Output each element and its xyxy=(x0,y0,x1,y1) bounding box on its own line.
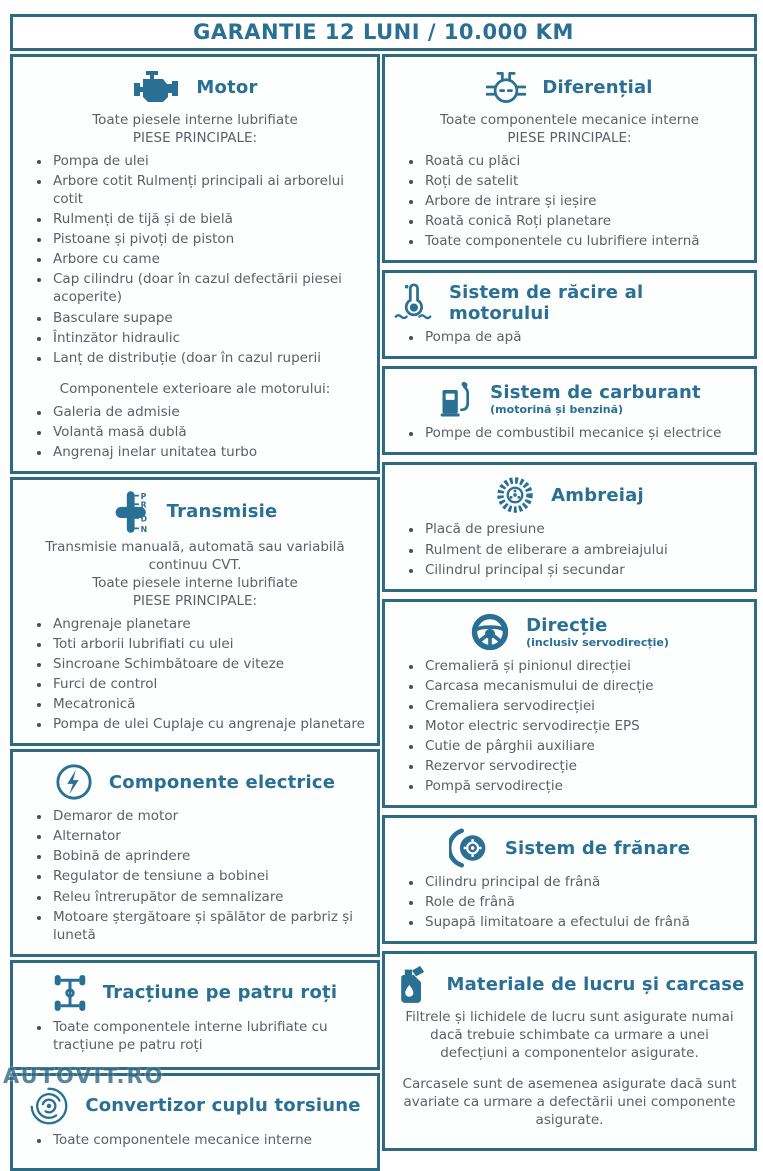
bullet-list xyxy=(393,520,746,578)
list-item: • Pistoane și pivoți de piston xyxy=(51,230,369,248)
section-header xyxy=(393,611,746,653)
bullet-list xyxy=(393,328,746,346)
intro-text: Toate piesele interne lubrifiate PIESE PRINCIPALE: xyxy=(92,112,298,146)
list-item: • Pompa de apă xyxy=(423,328,746,346)
list-item: • Cutie de pârghii auxiliare xyxy=(423,737,746,755)
bullet-list xyxy=(21,152,369,367)
section-header xyxy=(393,66,746,108)
section-motor xyxy=(10,54,380,474)
section-header xyxy=(21,489,369,535)
section-title: Diferențial xyxy=(542,76,653,98)
list-item: • Demaror de motor xyxy=(51,807,369,825)
svg-text:R: R xyxy=(140,500,147,510)
list-item: • Cremaliera servodirecției xyxy=(423,697,746,715)
list-item: • Roată conică Roți planetare xyxy=(423,212,746,230)
list-item: • Motoare ștergătoare și spălător de parbriz și lunetă xyxy=(51,908,369,944)
four-wheel-drive-icon xyxy=(53,973,87,1013)
bullet-list xyxy=(21,1131,369,1149)
list-item: • Toti arborii lubrifiati cu ulei xyxy=(51,635,369,653)
section-materiale xyxy=(382,951,757,1151)
section-title: Ambreiaj xyxy=(551,484,644,506)
intro-text: Transmisie manuală, automată sau variabilă continuu CVT. Toate piesele interne lubrifiate PIESE PRINCIPALE: xyxy=(45,538,345,609)
section-titles xyxy=(542,77,652,98)
section-header xyxy=(393,963,746,1005)
list-item: • Arbore cu came xyxy=(51,250,369,268)
columns-wrapper xyxy=(10,51,757,1171)
section-titles xyxy=(85,1095,360,1116)
section-titles xyxy=(490,382,701,416)
list-item: • Role de frână xyxy=(423,893,746,911)
bullet-list xyxy=(393,657,746,796)
section-titles xyxy=(103,982,337,1003)
list-item: • Toate componentele cu lubrifiere internă xyxy=(423,232,746,250)
intro-text: Carcasele sunt de asemenea asigurate dacă sunt avariate ca urmare a defectării unei componente asigurate. xyxy=(402,1076,737,1129)
list-item: • Pompă servodirecție xyxy=(423,777,746,795)
section-header xyxy=(393,282,746,324)
section-title: Direcție xyxy=(526,614,608,636)
list-item: • Angrenaje planetare xyxy=(51,615,369,633)
clutch-disc-icon xyxy=(495,475,535,515)
page-title: GARANTIE 12 LUNI / 10.000 KM xyxy=(10,14,757,51)
bullet-list xyxy=(21,1018,369,1054)
bullet-list xyxy=(393,424,746,442)
section-tractiune xyxy=(10,960,380,1070)
intro-text: Toate componentele mecanice interne PIESE PRINCIPALE: xyxy=(440,112,699,146)
list-item: • Întinzător hidraulic xyxy=(51,329,369,347)
list-item: • Supapă limitatoare a efectului de frână xyxy=(423,913,746,931)
section-title: Sistem de frănare xyxy=(504,837,691,859)
torque-converter-icon xyxy=(29,1086,69,1126)
section-diferential xyxy=(382,54,757,263)
list-item: • Volantă masă dublă xyxy=(51,423,369,441)
list-item: • Mecatronică xyxy=(51,695,369,713)
section-title: Sistem de răcire al motorului xyxy=(449,282,644,325)
section-header xyxy=(21,1085,369,1127)
svg-text:D: D xyxy=(140,514,147,524)
section-title: Tracțiune pe patru roți xyxy=(102,982,338,1004)
section-titles xyxy=(505,838,690,859)
intro-text: Filtrele și lichidele de lucru sunt asigurate numai dacă trebuie schimbate ca urmare a unei defecțiuni a componentelor asigurate. xyxy=(405,1009,734,1062)
list-item: • Pompa de ulei xyxy=(51,152,369,170)
list-item: • Cilindrul principal și secundar xyxy=(423,561,746,579)
list-item: • Angrenaj inelar unitatea turbo xyxy=(51,443,369,461)
column-right xyxy=(382,51,757,1151)
list-item: • Pompe de combustibil mecanice și electrice xyxy=(423,424,746,442)
section-header xyxy=(21,66,369,108)
list-item: • Carcasa mecanismului de direcție xyxy=(423,677,746,695)
list-item: • Toate componentele mecanice interne xyxy=(51,1131,369,1149)
list-item: • Cap cilindru (doar în cazul defectării piesei acoperite) xyxy=(51,270,369,306)
section-title: Motor xyxy=(196,76,258,98)
oil-canister-icon xyxy=(394,964,430,1004)
section-header xyxy=(393,378,746,420)
list-item: • Arbore cotit Rulmenți principali ai arborelui cotit xyxy=(51,172,369,208)
bullet-list xyxy=(21,615,369,733)
list-item: • Rezervor servodirecție xyxy=(423,757,746,775)
list-item: • Alternator xyxy=(51,827,369,845)
brake-disc-icon xyxy=(449,828,489,868)
list-item: • Roți de satelit xyxy=(423,172,746,190)
list-item: • Basculare supape xyxy=(51,309,369,327)
list-item: • Rulment de eliberare a ambreiajului xyxy=(423,541,746,559)
list-item: • Releu întrerupător de semnalizare xyxy=(51,888,369,906)
gearshift-icon xyxy=(113,489,151,535)
column-left xyxy=(10,51,380,1171)
list-item: • Furci de control xyxy=(51,675,369,693)
section-titles xyxy=(526,615,669,649)
lightning-icon xyxy=(55,763,93,801)
list-item: • Sincroane Schimbătoare de viteze xyxy=(51,655,369,673)
section-titles xyxy=(196,77,257,98)
differential-icon xyxy=(486,67,526,107)
section-title: Transmisie xyxy=(166,501,278,523)
section-directie xyxy=(382,599,757,809)
section-franare xyxy=(382,815,757,944)
bullet-list xyxy=(21,807,369,944)
section-ambreiaj xyxy=(382,462,757,591)
section-title: Sistem de carburant xyxy=(490,382,701,404)
svg-text:N: N xyxy=(140,524,147,534)
list-item: • Galeria de admisie xyxy=(51,403,369,421)
watermark: AUTOVIT.RO xyxy=(3,1064,165,1088)
section-titles xyxy=(449,282,746,324)
list-item: • Cilindru principal de frână xyxy=(423,873,746,891)
bullet-list xyxy=(393,873,746,931)
list-item: • Roată cu plăci xyxy=(423,152,746,170)
section-subtitle: (motorină și benzină) xyxy=(490,403,624,417)
section-header xyxy=(393,474,746,516)
section-subtitle: (inclusiv servodirecție) xyxy=(526,635,669,649)
list-item: • Bobină de aprindere xyxy=(51,847,369,865)
list-item: • Pompa de ulei Cuplaje cu angrenaje planetare xyxy=(51,715,369,733)
list-item: • Placă de presiune xyxy=(423,520,746,538)
section-titles xyxy=(446,974,744,995)
list-item: • Lanț de distribuție (doar în cazul ruperii xyxy=(51,349,369,367)
list-item: • Regulator de tensiune a bobinei xyxy=(51,867,369,885)
section-title: Convertizor cuplu torsiune xyxy=(85,1095,361,1117)
section-header xyxy=(21,761,369,803)
intro-text: Componentele exterioare ale motorului: xyxy=(59,380,331,397)
bullet-list xyxy=(21,403,369,461)
steering-wheel-icon xyxy=(470,612,510,652)
section-carburant xyxy=(382,366,757,455)
list-item: • Rulmenți de tijă și de bielă xyxy=(51,210,369,228)
section-racire xyxy=(382,270,757,359)
engine-icon xyxy=(132,70,180,104)
thermometer-icon xyxy=(393,283,433,323)
section-titles xyxy=(551,485,644,506)
section-electrice xyxy=(10,749,380,957)
section-header xyxy=(21,972,369,1014)
section-title: Materiale de lucru și carcase xyxy=(446,973,745,995)
list-item: • Arbore de intrare și ieșire xyxy=(423,192,746,210)
bullet-list xyxy=(393,152,746,250)
fuel-pump-icon xyxy=(438,379,474,419)
list-item: • Motor electric servodirecție EPS xyxy=(423,717,746,735)
section-transmisie xyxy=(10,477,380,746)
list-item: • Cremalieră și pinionul direcției xyxy=(423,657,746,675)
section-header xyxy=(393,827,746,869)
svg-text:P: P xyxy=(140,491,146,501)
section-titles xyxy=(109,772,335,793)
list-item: • Toate componentele interne lubrifiate cu tracțiune pe patru roți xyxy=(51,1018,369,1054)
section-titles xyxy=(167,501,278,522)
section-title: Componente electrice xyxy=(108,771,336,793)
